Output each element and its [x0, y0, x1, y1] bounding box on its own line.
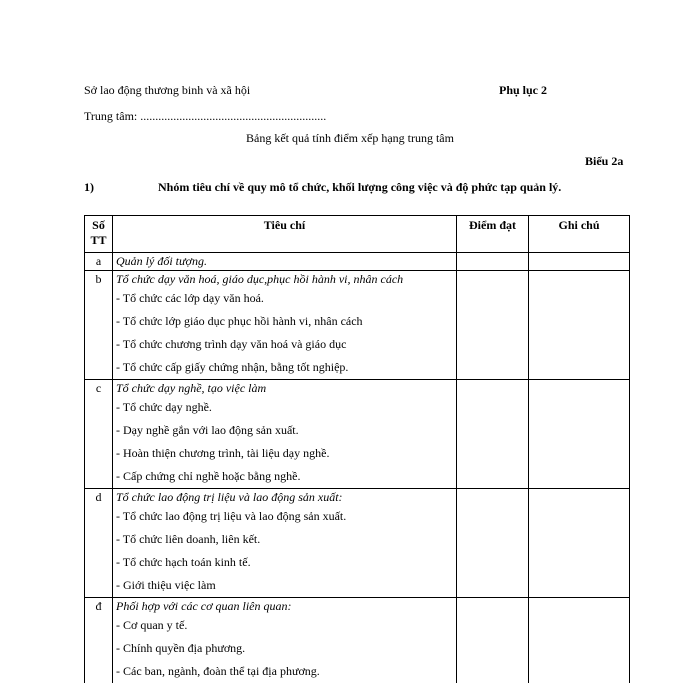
table-row	[85, 505, 630, 528]
row-number	[85, 396, 113, 419]
score-cell	[457, 442, 529, 465]
table-row	[85, 637, 630, 660]
row-number	[85, 551, 113, 574]
score-cell	[457, 505, 529, 528]
score-cell	[457, 598, 529, 615]
row-number	[85, 574, 113, 598]
table-row	[85, 253, 630, 271]
score-cell	[457, 637, 529, 660]
row-number	[85, 287, 113, 310]
score-cell	[457, 465, 529, 489]
column-header-note: Ghi chú	[529, 216, 630, 253]
row-number	[85, 465, 113, 489]
score-cell	[457, 253, 529, 271]
note-cell	[529, 489, 630, 506]
note-cell	[529, 528, 630, 551]
note-cell	[529, 333, 630, 356]
row-criteria: - Tổ chức lao động trị liệu và lao động sản xuất.	[113, 505, 457, 528]
score-cell	[457, 614, 529, 637]
row-number	[85, 419, 113, 442]
column-header-no: Số TT	[85, 216, 113, 253]
score-cell	[457, 419, 529, 442]
table-row	[85, 287, 630, 310]
note-cell	[529, 253, 630, 271]
row-number	[85, 614, 113, 637]
row-criteria: - Tổ chức chương trình dạy văn hoá và giáo dục	[113, 333, 457, 356]
table-row	[85, 442, 630, 465]
row-criteria: - Cấp chứng chỉ nghề hoặc bằng nghề.	[113, 465, 457, 489]
table-header-row	[85, 216, 630, 253]
table-row	[85, 419, 630, 442]
table-row	[85, 574, 630, 598]
row-criteria: - Tổ chức dạy nghề.	[113, 396, 457, 419]
table-row	[85, 528, 630, 551]
row-criteria: - Tổ chức hạch toán kinh tế.	[113, 551, 457, 574]
table-row	[85, 551, 630, 574]
row-number: a	[85, 253, 113, 271]
score-cell	[457, 310, 529, 333]
column-header-score: Điểm đạt	[457, 216, 529, 253]
score-cell	[457, 356, 529, 380]
row-criteria: - Chính quyền địa phương.	[113, 637, 457, 660]
score-cell	[457, 333, 529, 356]
row-number: d	[85, 489, 113, 506]
row-criteria: - Tổ chức cấp giấy chứng nhận, bằng tốt nghiệp.	[113, 356, 457, 380]
note-cell	[529, 356, 630, 380]
row-criteria: - Các ban, ngành, đoàn thể tại địa phương.	[113, 660, 457, 683]
row-number	[85, 505, 113, 528]
score-cell	[457, 489, 529, 506]
note-cell	[529, 442, 630, 465]
section-number: 1)	[84, 180, 94, 194]
row-criteria: - Tổ chức lớp giáo dục phục hồi hành vi, nhân cách	[113, 310, 457, 333]
note-cell	[529, 419, 630, 442]
table-row	[85, 660, 630, 683]
note-cell	[529, 505, 630, 528]
table-row	[85, 356, 630, 380]
row-criteria: Tổ chức dạy nghề, tạo việc làm	[113, 380, 457, 397]
note-cell	[529, 271, 630, 288]
note-cell	[529, 396, 630, 419]
row-criteria: - Tổ chức các lớp dạy văn hoá.	[113, 287, 457, 310]
table-row	[85, 465, 630, 489]
row-number	[85, 660, 113, 683]
table-row	[85, 598, 630, 615]
score-cell	[457, 574, 529, 598]
section-heading	[84, 179, 624, 196]
table-row	[85, 271, 630, 288]
row-number: b	[85, 271, 113, 288]
table-row	[85, 614, 630, 637]
document-title: Bảng kết quả tính điểm xếp hạng trung tâm	[246, 131, 454, 145]
note-cell	[529, 637, 630, 660]
note-cell	[529, 380, 630, 397]
score-cell	[457, 287, 529, 310]
row-number	[85, 310, 113, 333]
score-cell	[457, 380, 529, 397]
row-criteria: - Dạy nghề gắn với lao động sản xuất.	[113, 419, 457, 442]
score-cell	[457, 551, 529, 574]
center-field: Trung tâm: ..............................................................	[84, 109, 327, 123]
row-number	[85, 442, 113, 465]
form-code: Biểu 2a	[585, 154, 624, 168]
score-cell	[457, 528, 529, 551]
note-cell	[529, 310, 630, 333]
row-number: c	[85, 380, 113, 397]
row-criteria: - Hoàn thiện chương trình, tài liệu dạy nghề.	[113, 442, 457, 465]
appendix-label: Phụ lục 2	[499, 83, 548, 97]
score-cell	[457, 660, 529, 683]
note-cell	[529, 465, 630, 489]
row-number: đ	[85, 598, 113, 615]
row-number	[85, 356, 113, 380]
row-criteria: - Giới thiệu việc làm	[113, 574, 457, 598]
score-cell	[457, 396, 529, 419]
note-cell	[529, 551, 630, 574]
row-criteria: Phối hợp với các cơ quan liên quan:	[113, 598, 457, 615]
row-number	[85, 333, 113, 356]
section-title: Nhóm tiêu chí về quy mô tổ chức, khối lượng công việc và độ phức tạp quản lý.	[158, 180, 562, 194]
note-cell	[529, 598, 630, 615]
row-criteria: Tổ chức lao động trị liệu và lao động sản xuất:	[113, 489, 457, 506]
table-row	[85, 489, 630, 506]
table-row	[85, 310, 630, 333]
table-row	[85, 380, 630, 397]
row-criteria: - Tổ chức liên doanh, liên kết.	[113, 528, 457, 551]
table-row	[85, 333, 630, 356]
row-number	[85, 528, 113, 551]
score-cell	[457, 271, 529, 288]
table-row	[85, 396, 630, 419]
row-criteria: - Cơ quan y tế.	[113, 614, 457, 637]
note-cell	[529, 660, 630, 683]
row-number	[85, 637, 113, 660]
row-criteria: Quản lý đối tượng.	[113, 253, 457, 271]
column-header-criteria: Tiêu chí	[113, 216, 457, 253]
criteria-table	[84, 215, 630, 683]
note-cell	[529, 574, 630, 598]
note-cell	[529, 614, 630, 637]
row-criteria: Tổ chức dạy văn hoá, giáo dục,phục hồi hành vi, nhân cách	[113, 271, 457, 288]
note-cell	[529, 287, 630, 310]
organization-name: Sở lao động thương binh và xã hội	[84, 83, 251, 97]
